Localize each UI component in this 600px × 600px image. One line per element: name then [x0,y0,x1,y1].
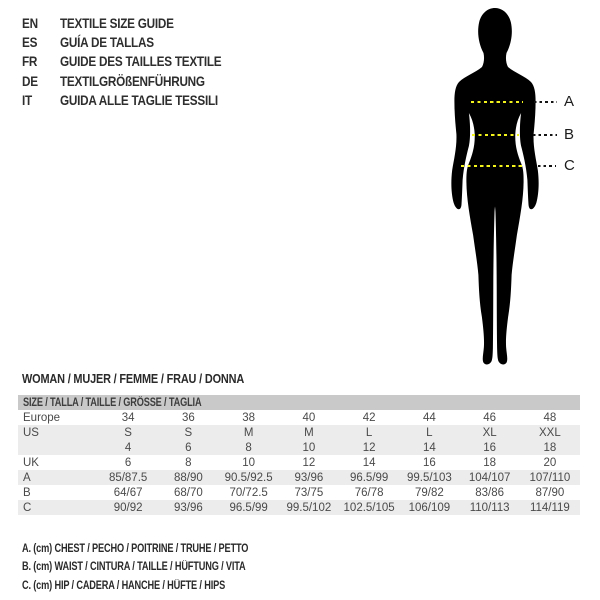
legend-line: B. (cm) WAIST / CINTURA / TAILLE / HÜFTUNG / VITA [22,561,246,574]
size-cell: 16 [483,441,497,454]
size-cell: XXL [539,426,561,439]
size-cell: S [124,426,132,439]
size-cell: 18 [483,456,497,469]
size-cell: 20 [543,456,557,469]
size-cell: 64/67 [113,486,143,499]
size-cell: 85/87.5 [108,471,148,484]
size-cell: 110/113 [469,501,510,514]
size-cell: 68/70 [173,486,203,499]
size-cell: 12 [302,456,316,469]
size-cell: 4 [124,441,132,454]
language-code: ES [22,34,38,51]
hip-line-black-dash [538,165,556,167]
size-cell: 34 [121,411,135,424]
language-title: GUÍA DE TALLAS [60,34,154,51]
size-table-row [18,440,580,455]
size-cell: 6 [185,441,192,454]
size-cell: XL [482,426,497,439]
size-cell: 93/96 [294,471,324,484]
size-cell: 96.5/99 [229,501,268,514]
size-table-row [18,410,580,425]
language-list [22,13,252,110]
size-cell: 70/72.5 [229,486,268,499]
size-cell: 93/96 [173,501,203,514]
language-title: TEXTILGRÖßENFÜHRUNG [60,72,205,89]
size-table-row [18,425,580,440]
size-cell: 90/92 [113,501,143,514]
silhouette-path [495,8,539,364]
language-row [22,52,252,71]
chest-marker-label: A [564,93,575,110]
size-cell: 8 [185,456,192,469]
size-table-row [18,500,580,515]
hip-marker-label: C [564,157,575,174]
hip-line-yellow-dash [461,165,524,167]
size-cell: 46 [483,411,497,424]
section-title-woman: WOMAN / MUJER / FEMME / FRAU / DONNA [22,371,245,386]
language-row [22,13,252,32]
size-cell: 114/119 [529,501,570,514]
size-cell: 79/82 [414,486,444,499]
chest-line-yellow-dash [471,101,523,103]
chest-line-black-dash [534,101,557,103]
size-cell: 99.5/103 [406,471,452,484]
size-cell: L [426,426,433,439]
size-row-label: C [23,501,32,514]
size-cell: 106/109 [408,501,451,514]
size-row-label: A [23,471,31,484]
size-cell: 88/90 [173,471,203,484]
language-code: IT [22,92,32,109]
size-cell: 42 [362,411,376,424]
waist-line-yellow-dash [472,134,519,136]
size-cell: 16 [422,456,436,469]
size-cell: 6 [124,456,132,469]
size-cell: 83/86 [475,486,505,499]
size-cell: 40 [302,411,316,424]
language-code: FR [22,53,38,70]
language-row [22,32,252,51]
size-cell: 107/110 [529,471,571,484]
waist-marker-label: B [564,126,575,143]
size-cell: 8 [245,441,252,454]
legend-line: C. (cm) HIP / CADERA / HANCHE / HÜFTE / HIPS [22,579,226,592]
size-cell: 48 [543,411,557,424]
size-row-label: US [23,426,39,439]
size-cell: 73/75 [294,486,324,499]
size-table-header-label: SIZE / TALLA / TAILLE / GRÖSSE / TAGLIA [23,396,202,409]
size-cell: 18 [543,441,557,454]
size-cell: 102.5/105 [343,501,395,514]
size-cell: 90.5/92.5 [224,471,273,484]
measurement-legend [22,540,305,595]
size-table-row [18,470,580,485]
language-row [22,91,252,110]
size-cell: 44 [422,411,436,424]
size-row-label: B [23,486,31,499]
size-cell: L [365,426,373,439]
size-cell: 96.5/99 [349,471,389,484]
size-cell: 10 [302,441,316,454]
language-title: GUIDE DES TAILLES TEXTILE [60,53,222,70]
language-code: DE [22,72,38,89]
language-title: TEXTILE SIZE GUIDE [60,14,174,31]
language-code: EN [22,14,38,31]
size-cell: M [304,426,314,439]
size-cell: 36 [181,411,195,424]
woman-silhouette [445,7,545,367]
size-cell: 14 [422,441,436,454]
waist-line-black-dash [533,134,557,136]
size-cell: 104/107 [468,471,511,484]
size-cell: 14 [362,456,376,469]
size-cell: 99.5/102 [286,501,332,514]
size-table-row [18,485,580,500]
size-table-row [18,455,580,470]
size-cell: 87/90 [535,486,565,499]
language-row [22,71,252,90]
size-cell: 10 [242,456,256,469]
size-cell: 76/78 [354,486,384,499]
legend-line: A. (cm) CHEST / PECHO / POITRINE / TRUHE / PETTO [22,543,249,555]
size-row-label: UK [23,456,39,469]
language-title: GUIDA ALLE TAGLIE TESSILI [60,92,218,109]
size-cell: 38 [242,411,256,424]
size-table-header [18,395,580,410]
size-cell: S [184,426,193,439]
size-cell: M [243,426,254,439]
size-row-label: Europe [23,411,61,424]
size-table [18,395,580,515]
size-cell: 12 [362,441,376,454]
